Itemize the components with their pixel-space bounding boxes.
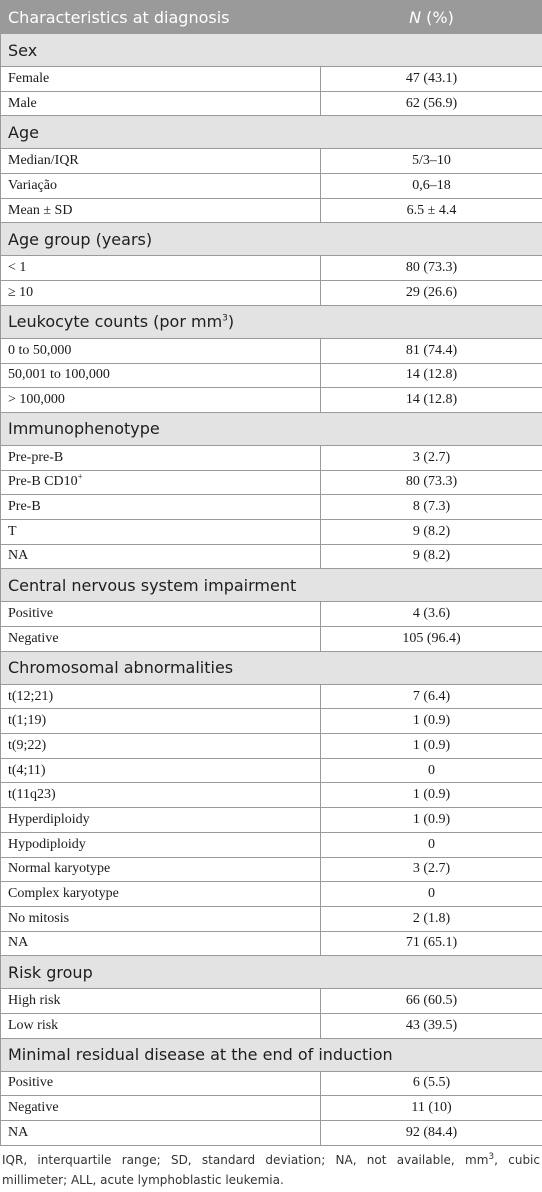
row-value: 11 (10)	[321, 1096, 542, 1121]
row-label-text: < 1	[8, 260, 27, 276]
table-row	[1, 627, 542, 652]
table-row	[1, 198, 542, 223]
row-label-text: Negative	[8, 1100, 59, 1116]
section-header-row	[1, 651, 542, 684]
row-value: 7 (6.4)	[321, 684, 542, 709]
row-value: 29 (26.6)	[321, 281, 542, 306]
row-value: 6 (5.5)	[321, 1071, 542, 1096]
section-header-row	[1, 305, 542, 338]
row-label-text: Positive	[8, 606, 54, 622]
row-label-text: t(4;11)	[8, 762, 46, 778]
footnote-text-1: IQR, interquartile range; SD, standard deviation; NA, not available, mm	[2, 1152, 489, 1167]
row-label-text: t(11q23)	[8, 787, 56, 803]
row-label-text: t(12;21)	[8, 688, 54, 704]
section-title-text: Leukocyte counts (por mm	[8, 312, 223, 332]
row-value: 9 (8.2)	[321, 519, 542, 544]
row-value: 43 (39.5)	[321, 1013, 542, 1038]
row-label	[1, 627, 321, 652]
row-label	[1, 602, 321, 627]
header-percent: (%)	[421, 7, 454, 27]
section-title	[1, 956, 542, 989]
row-value: 1 (0.9)	[321, 783, 542, 808]
section-title	[1, 651, 542, 684]
section-header-row	[1, 569, 542, 602]
row-value: 0	[321, 832, 542, 857]
row-label	[1, 495, 321, 520]
table-row	[1, 602, 542, 627]
table-body	[1, 34, 542, 1146]
section-title	[1, 569, 542, 602]
row-value: 14 (12.8)	[321, 363, 542, 388]
table-row	[1, 931, 542, 956]
row-label	[1, 198, 321, 223]
row-label	[1, 758, 321, 783]
row-value: 0,6–18	[321, 174, 542, 199]
table-row	[1, 445, 542, 470]
row-value: 5/3–10	[321, 149, 542, 174]
row-label-text: NA	[8, 548, 29, 564]
section-header-row	[1, 1038, 542, 1071]
row-label-text: t(9;22)	[8, 737, 47, 753]
table-row	[1, 808, 542, 833]
table-row	[1, 256, 542, 281]
row-label-text: Pre-B	[8, 499, 41, 515]
row-value: 1 (0.9)	[321, 709, 542, 734]
row-label-text: 50,001 to 100,000	[8, 367, 110, 383]
row-label	[1, 470, 321, 495]
row-value: 3 (2.7)	[321, 445, 542, 470]
row-value: 80 (73.3)	[321, 470, 542, 495]
section-header-row	[1, 116, 542, 149]
table-row	[1, 684, 542, 709]
section-title-text: Chromosomal abnormalities	[8, 658, 234, 678]
table-row	[1, 338, 542, 363]
section-header-row	[1, 412, 542, 445]
table-row	[1, 734, 542, 759]
section-title-text: Age group (years)	[8, 229, 153, 249]
row-label-text: Median/IQR	[8, 153, 79, 169]
section-title-suffix: )	[227, 312, 235, 332]
table-row	[1, 989, 542, 1014]
section-title-text: Age	[8, 122, 39, 142]
header-n-percent	[321, 1, 542, 34]
row-label	[1, 149, 321, 174]
row-label-text: T	[8, 523, 17, 539]
row-label-text: Low risk	[8, 1017, 59, 1033]
table-row	[1, 709, 542, 734]
row-label-text: Female	[8, 70, 50, 86]
row-label-text: Mean ± SD	[8, 202, 73, 218]
row-label-text: Normal karyotype	[8, 861, 111, 877]
row-label-text: Hyperdiploidy	[8, 811, 90, 827]
footnote-text-2: , cubic millimeter; ALL, acute lymphoblastic leukemia.	[2, 1152, 540, 1187]
row-label-text: No mitosis	[8, 910, 70, 926]
row-value: 2 (1.8)	[321, 906, 542, 931]
row-value: 8 (7.3)	[321, 495, 542, 520]
row-value: 0	[321, 758, 542, 783]
row-label	[1, 544, 321, 569]
table-row	[1, 149, 542, 174]
row-label	[1, 445, 321, 470]
table-row	[1, 1013, 542, 1038]
table-row	[1, 281, 542, 306]
row-label	[1, 882, 321, 907]
row-label	[1, 281, 321, 306]
section-title-text: Risk group	[8, 962, 93, 982]
row-label-text: NA	[8, 935, 29, 951]
row-value: 3 (2.7)	[321, 857, 542, 882]
row-label	[1, 734, 321, 759]
row-label	[1, 174, 321, 199]
row-label-text: Male	[8, 95, 37, 111]
row-label	[1, 91, 321, 116]
table-row	[1, 174, 542, 199]
row-label-text: Complex karyotype	[8, 886, 119, 902]
section-title-text: Immunophenotype	[8, 419, 160, 439]
section-header-row	[1, 956, 542, 989]
row-label	[1, 808, 321, 833]
table-footnote	[0, 1146, 542, 1190]
row-value: 80 (73.3)	[321, 256, 542, 281]
table-row	[1, 544, 542, 569]
row-label-text: t(1;19)	[8, 713, 47, 729]
section-title-text: Sex	[8, 40, 38, 60]
row-label-text: NA	[8, 1124, 29, 1140]
row-label-text: High risk	[8, 993, 61, 1009]
row-label	[1, 388, 321, 413]
section-title	[1, 223, 542, 256]
table-row	[1, 91, 542, 116]
table-row	[1, 67, 542, 92]
row-value: 1 (0.9)	[321, 808, 542, 833]
table-row	[1, 783, 542, 808]
row-value: 81 (74.4)	[321, 338, 542, 363]
table-row	[1, 495, 542, 520]
section-title-sup: 3	[222, 313, 228, 324]
header-n: N	[409, 7, 422, 27]
section-title-text: Minimal residual disease at the end of induction	[8, 1045, 393, 1065]
row-value: 66 (60.5)	[321, 989, 542, 1014]
row-value: 1 (0.9)	[321, 734, 542, 759]
table-row	[1, 1121, 542, 1146]
row-label	[1, 338, 321, 363]
row-value: 62 (56.9)	[321, 91, 542, 116]
row-label	[1, 857, 321, 882]
row-value: 92 (84.4)	[321, 1121, 542, 1146]
row-label	[1, 931, 321, 956]
row-value: 14 (12.8)	[321, 388, 542, 413]
section-title	[1, 412, 542, 445]
section-header-row	[1, 34, 542, 67]
row-label	[1, 1096, 321, 1121]
row-label-sup: +	[77, 471, 83, 482]
row-value: 105 (96.4)	[321, 627, 542, 652]
section-title	[1, 116, 542, 149]
table-row	[1, 1096, 542, 1121]
row-label	[1, 67, 321, 92]
row-label-text: Pre-pre-B	[8, 449, 64, 465]
header-characteristics: Characteristics at diagnosis	[1, 1, 321, 34]
table-row	[1, 857, 542, 882]
row-value: 71 (65.1)	[321, 931, 542, 956]
section-title	[1, 34, 542, 67]
table-row	[1, 388, 542, 413]
row-label	[1, 256, 321, 281]
footnote-sup: 3	[488, 1151, 495, 1162]
row-label	[1, 1121, 321, 1146]
table-row	[1, 758, 542, 783]
row-label-text: Negative	[8, 630, 59, 646]
row-label	[1, 783, 321, 808]
row-label	[1, 363, 321, 388]
row-label	[1, 709, 321, 734]
row-label-text: > 100,000	[8, 392, 65, 408]
row-value: 6.5 ± 4.4	[321, 198, 542, 223]
table-row	[1, 1071, 542, 1096]
table-row	[1, 519, 542, 544]
table-row	[1, 470, 542, 495]
table-row	[1, 906, 542, 931]
section-title	[1, 1038, 542, 1071]
section-title-text: Central nervous system impairment	[8, 575, 297, 595]
row-value: 0	[321, 882, 542, 907]
section-title	[1, 305, 542, 338]
row-label-text: ≥ 10	[8, 284, 34, 300]
row-value: 4 (3.6)	[321, 602, 542, 627]
row-label	[1, 519, 321, 544]
row-label	[1, 906, 321, 931]
row-value: 47 (43.1)	[321, 67, 542, 92]
row-label-text: Positive	[8, 1075, 54, 1091]
row-label	[1, 1071, 321, 1096]
table-row	[1, 832, 542, 857]
row-label-text: Variação	[8, 177, 57, 193]
row-label	[1, 989, 321, 1014]
row-label	[1, 1013, 321, 1038]
table-row	[1, 882, 542, 907]
table-row	[1, 363, 542, 388]
section-header-row	[1, 223, 542, 256]
row-label-text: Pre-B CD10	[8, 474, 78, 490]
row-label-text: Hypodiploidy	[8, 836, 86, 852]
row-label-text: 0 to 50,000	[8, 342, 72, 358]
row-label	[1, 684, 321, 709]
row-label	[1, 832, 321, 857]
row-value: 9 (8.2)	[321, 544, 542, 569]
table-header-row	[1, 1, 542, 34]
